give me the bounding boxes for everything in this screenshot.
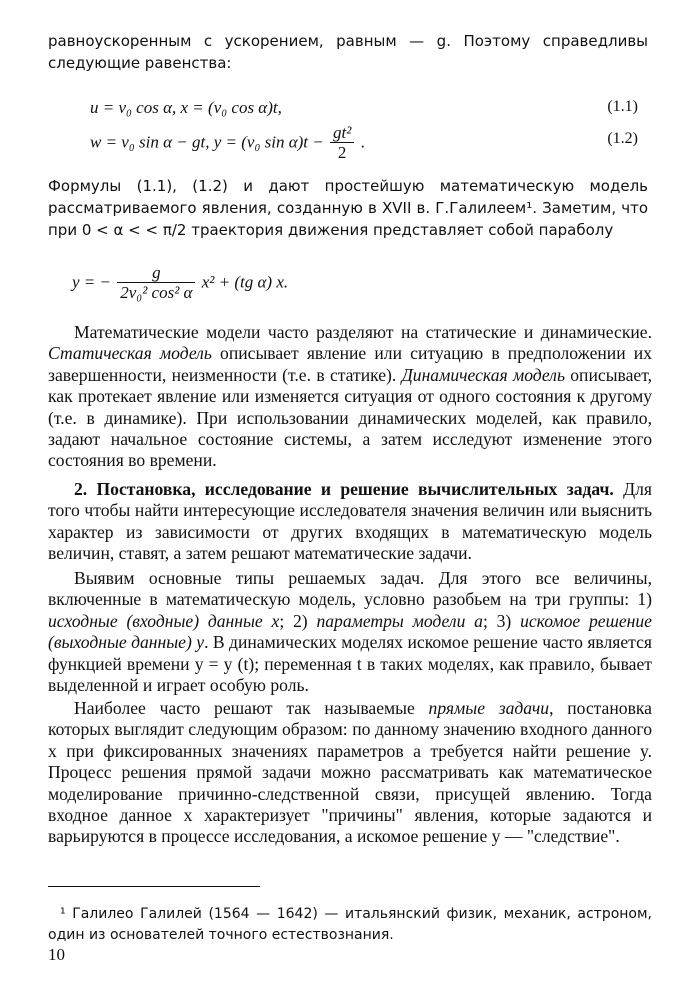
p3-text-d: . В динамических моделях искомое решение часто является функцией времени y = y (t); переменная t в таких моделях, как правило, бывает выделенной и играет особую роль. <box>48 632 652 696</box>
p2-text: Для того чтобы найти интересующие исследователя значения величин или выяснить характер из зависимости от других входящих в математическую модель величин, ставят, а затем решают математические задачи. <box>48 479 652 564</box>
p3-text-a: Выявим основные типы решаемых задач. Для этого все величины, включенные в математическую модель, условно разобьем на три группы: 1) <box>48 568 652 610</box>
paragraph-task-types <box>48 568 652 696</box>
parabola-prefix: y = − <box>72 272 111 292</box>
equation-1-1-number: (1.1) <box>607 98 638 115</box>
p3-text-c: ; 3) <box>482 610 521 631</box>
page-number: 10 <box>48 945 65 964</box>
footnote-divider <box>48 886 260 887</box>
static-model-term: Статическая модель <box>48 343 212 364</box>
paragraph-models <box>48 322 652 472</box>
parabola-fraction <box>117 264 195 303</box>
paragraph-direct-tasks <box>48 698 652 848</box>
equation-1-2-fraction <box>330 124 354 163</box>
equation-1-2-tail: . <box>360 132 365 152</box>
equation-1-2-number: (1.2) <box>607 130 638 147</box>
p4-text-a: Наиболее часто решают так называемые <box>74 698 429 718</box>
equation-1-1 <box>90 98 650 126</box>
parabola-equation <box>72 264 632 308</box>
intro-text: равноускоренным с ускорением, равным — g. Поэтому справедливы следующие равенства: <box>48 32 648 72</box>
equation-1-2-numerator: gt² <box>330 124 354 143</box>
input-data-term: исходные (входные) данные x <box>48 610 280 631</box>
p1-text-b: описывает явление или ситуацию в предположении их завершенности, неизменности (т.е. в статике). <box>48 343 653 385</box>
equation-1-2-denominator: 2 <box>337 143 347 162</box>
p4-text-b: , постановка которых выглядит следующим образом: по данному значению входного данного x при фиксированных значениях параметров a требуется найти решение y. Процесс решения прямой задачи можно рассматривать как математическое моделирование причинно-следственной связи, присущей явлению. Тогда входное данное x характеризует "причины" явления, которые задаются и варьируются в процессе исследования, а искомое решение y — "следствие". <box>48 698 652 847</box>
p3-text-b: ; 2) <box>279 610 317 631</box>
parabola-denominator: 2v₀² cos² α <box>120 283 193 302</box>
p1-text-c: описывает, как протекает явление или изменяется ситуация от одного состояния к другому (т.е. в динамике). При использовании динамических моделей, как правило, задают начальное состояние системы, а затем исследуют изменение этого состояния во времени. <box>48 364 652 471</box>
parabola-suffix: x² + (tg α) x. <box>201 272 289 292</box>
footnote: ¹ Галилео Галилей (1564 — 1642) — итальянский физик, механик, астроном, один из основателей точного естествознания. <box>48 906 652 943</box>
equation-1-2-body: w = v₀ sin α − gt, y = (v₀ sin α)t − <box>90 132 324 152</box>
formulas-paragraph: Формулы (1.1), (1.2) и дают простейшую математическую модель рассматриваемого явления, созданную в XVII в. Г.Галилеем¹. Заметим, что при 0 < α < < π/2 траектория движения представляет собой параболу <box>48 177 648 239</box>
paragraph-section-2 <box>48 479 652 565</box>
equation-1-2 <box>90 124 650 164</box>
output-term: искомое решение (выходные данные) y <box>48 610 652 653</box>
equation-1-1-body: u = v₀ cos α, x = (v₀ cos α)t, <box>90 98 282 117</box>
section-2-heading: 2. Постановка, исследование и решение вычислительных задач. <box>74 479 614 499</box>
p1-text-a: Математические модели часто разделяют на статические и динамические. <box>74 322 652 342</box>
parabola-numerator: g <box>117 264 195 283</box>
direct-tasks-term: прямые задачи <box>428 698 550 718</box>
model-params-term: параметры модели a <box>316 610 483 631</box>
dynamic-model-term: Динамическая модель <box>401 364 565 385</box>
